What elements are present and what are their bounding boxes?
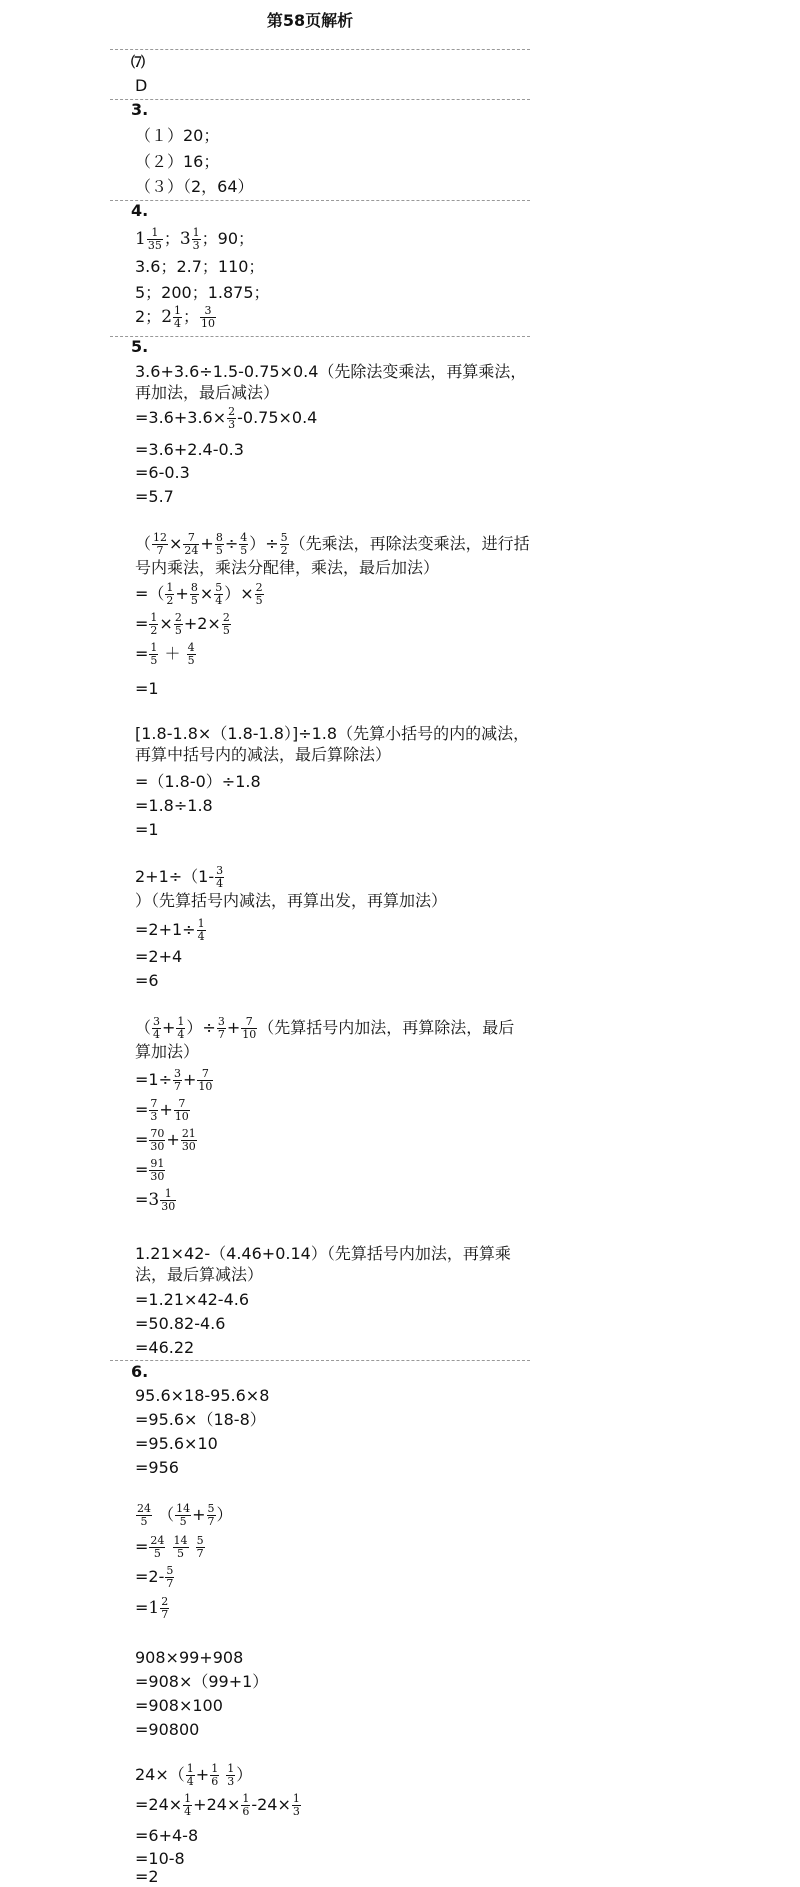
text: =3.6+3.6× <box>135 408 227 427</box>
text: （先乘法，再除法变乘法，进行括号内乘法，乘法分配律，乘法，最后加法） <box>135 534 530 577</box>
fraction <box>241 1016 257 1041</box>
answer-line: （２）16； <box>135 152 220 171</box>
fraction <box>200 305 216 330</box>
step-line: =6+4-8 <box>135 1826 199 1845</box>
step-line: =2+4 <box>135 947 183 966</box>
text <box>220 1765 225 1784</box>
numerator: 1 <box>242 1792 250 1805</box>
fraction <box>160 1188 176 1213</box>
fraction <box>217 1016 226 1041</box>
step-line: 908×99+908 <box>135 1648 244 1667</box>
answer-line: （３）（2，64） <box>135 177 254 196</box>
text: ）（先算括号内减法，再算出发，再算加法） <box>135 891 448 910</box>
fraction <box>227 406 236 431</box>
question-number: ⑺ <box>131 55 145 71</box>
fraction <box>187 642 196 667</box>
numerator: 1 <box>147 227 163 240</box>
whole-number: 1 <box>148 1598 160 1618</box>
numerator: 8 <box>215 531 223 544</box>
numerator: 2 <box>228 405 236 418</box>
numerator: 2 <box>222 611 230 624</box>
denominator: 3 <box>292 1805 300 1818</box>
step-line <box>135 642 197 667</box>
step-line: =908×100 <box>135 1696 223 1715</box>
denominator: 10 <box>174 1110 189 1123</box>
numerator: 1 <box>197 917 205 930</box>
denominator: 3 <box>227 1775 235 1788</box>
numerator: 7 <box>183 532 199 545</box>
step-line: =908×（99+1） <box>135 1672 269 1691</box>
step-line: =3.6+2.4-0.3 <box>135 440 244 459</box>
numerator: 3 <box>153 1015 161 1028</box>
text: +24× <box>193 1795 241 1814</box>
text: + <box>175 584 189 603</box>
text: （ <box>135 534 152 553</box>
fraction <box>207 1503 216 1528</box>
fraction <box>239 532 248 557</box>
text: -0.75×0.4 <box>237 408 318 427</box>
numerator: 1 <box>186 1762 194 1775</box>
fraction <box>149 1098 158 1123</box>
text: = <box>135 1160 149 1179</box>
fraction <box>183 1793 192 1818</box>
text: =1÷ <box>135 1070 172 1089</box>
fraction <box>176 1016 185 1041</box>
text: ）× <box>224 584 254 603</box>
denominator: 2 <box>150 624 158 637</box>
problem-statement <box>135 532 530 578</box>
fraction <box>149 642 158 667</box>
step-line <box>135 612 232 637</box>
denominator: 4 <box>174 317 182 330</box>
fraction <box>280 532 289 557</box>
denominator: 7 <box>174 1080 181 1093</box>
denominator: 4 <box>153 1028 161 1041</box>
fraction <box>152 1016 161 1041</box>
text: =24× <box>135 1795 183 1814</box>
step-line: =95.6×10 <box>135 1434 218 1453</box>
step-line <box>135 1763 252 1788</box>
text: （ <box>135 1018 152 1037</box>
numerator: 7 <box>241 1016 257 1029</box>
section-divider <box>110 49 530 50</box>
text: ） <box>216 1505 233 1524</box>
step-line <box>135 918 207 943</box>
denominator: 4 <box>215 594 223 607</box>
answer-line: D <box>135 76 148 95</box>
fraction <box>174 612 183 637</box>
step-line <box>135 1188 177 1213</box>
text: + <box>183 1070 197 1089</box>
fraction <box>174 1098 190 1123</box>
step-line <box>135 1158 166 1183</box>
numerator: 91 <box>150 1157 165 1170</box>
fraction <box>149 1535 165 1560</box>
text: × <box>159 614 173 633</box>
text: × <box>169 534 183 553</box>
numerator: 1 <box>192 226 200 239</box>
fraction <box>181 1128 197 1153</box>
text: + <box>226 1018 241 1037</box>
step-line: =90800 <box>135 1720 200 1739</box>
denominator: 10 <box>198 1080 213 1093</box>
denominator: 35 <box>147 239 162 252</box>
numerator: 5 <box>207 1502 215 1515</box>
step-line: =6 <box>135 971 159 990</box>
denominator: 7 <box>196 1547 204 1560</box>
denominator: 5 <box>140 1515 148 1528</box>
answer-line: 3.6；2.7；110； <box>135 257 265 276</box>
step-line: =1 <box>135 820 159 839</box>
denominator: 4 <box>177 1028 185 1041</box>
text: + <box>200 534 214 553</box>
numerator: 21 <box>181 1127 196 1140</box>
denominator: 7 <box>156 544 164 557</box>
answer-line <box>135 305 217 330</box>
text: + <box>195 1765 210 1784</box>
numerator: 5 <box>196 1534 204 1547</box>
text: ） <box>236 1765 253 1784</box>
text: 24×（ <box>135 1765 185 1784</box>
step-line: =1.21×42-4.6 <box>135 1290 250 1309</box>
fraction <box>292 1793 301 1818</box>
numerator: 14 <box>173 1534 188 1547</box>
step-line: =6-0.3 <box>135 463 190 482</box>
problem-statement <box>135 865 530 911</box>
section-divider <box>110 1360 530 1361</box>
text: 2+1÷（1- <box>135 867 215 886</box>
text: =2+1÷ <box>135 920 196 939</box>
denominator: 5 <box>150 654 158 667</box>
fraction <box>173 305 182 330</box>
fraction <box>215 532 224 557</box>
fraction <box>149 1128 165 1153</box>
answer-line: （１）20； <box>135 126 220 145</box>
numerator: 1 <box>166 581 174 594</box>
fraction <box>215 865 224 890</box>
numerator: 1 <box>177 1015 185 1028</box>
denominator: 5 <box>187 654 195 667</box>
denominator: 24 <box>184 544 199 557</box>
step-line <box>135 406 317 431</box>
numerator: 70 <box>150 1127 165 1140</box>
text: ）÷ <box>249 534 279 553</box>
step-line <box>135 1068 214 1093</box>
answer-line <box>135 227 254 252</box>
problem-statement: [1.8-1.8×（1.8-1.8）]÷1.8（先算小括号的内的减法，再算中括号内的减法，最后算除法） <box>135 724 530 764</box>
denominator: 4 <box>186 1775 194 1788</box>
denominator: 10 <box>201 317 216 330</box>
text: + <box>159 1100 173 1119</box>
step-line: =2 <box>135 1867 159 1886</box>
denominator: 7 <box>207 1515 215 1528</box>
text: + <box>192 1505 206 1524</box>
step-line: =（1.8-0）÷1.8 <box>135 772 261 791</box>
denominator: 5 <box>215 544 223 557</box>
text: = <box>135 1130 149 1149</box>
denominator: 30 <box>150 1170 165 1183</box>
denominator: 2 <box>280 544 288 557</box>
text: = <box>135 1598 149 1617</box>
text: = <box>135 1537 149 1556</box>
numerator: 12 <box>153 531 168 544</box>
fraction <box>173 1535 189 1560</box>
step-line: =95.6×（18-8） <box>135 1410 266 1429</box>
question-number: 6. <box>131 1362 149 1381</box>
fraction <box>214 582 223 607</box>
numerator: 1 <box>292 1792 300 1805</box>
fraction <box>186 1763 195 1788</box>
question-number: 3. <box>131 100 149 119</box>
denominator: 3 <box>192 239 200 252</box>
whole-number: 2 <box>161 307 173 327</box>
fraction <box>190 582 199 607</box>
answer-line: 5；200；1.875； <box>135 283 270 302</box>
denominator: 5 <box>153 1547 161 1560</box>
text: = <box>135 1190 149 1209</box>
denominator: 5 <box>240 544 248 557</box>
numerator: 7 <box>197 1068 213 1081</box>
numerator: 1 <box>174 304 182 317</box>
numerator: 3 <box>217 1015 225 1028</box>
fraction <box>152 532 168 557</box>
step-line <box>135 582 265 607</box>
text: ＋ <box>159 644 186 663</box>
fraction <box>197 1068 213 1093</box>
section-divider <box>110 200 530 201</box>
numerator: 24 <box>137 1502 151 1515</box>
numerator: 24 <box>150 1534 165 1547</box>
text: +2× <box>183 614 221 633</box>
numerator: 5 <box>215 581 223 594</box>
text: + <box>162 1018 176 1037</box>
fraction <box>210 1763 219 1788</box>
numerator: 7 <box>150 1097 158 1110</box>
whole-number: 3 <box>179 229 191 249</box>
step-line: =1 <box>135 679 159 698</box>
text: -24× <box>251 1795 291 1814</box>
text: + <box>166 1130 180 1149</box>
text: ； <box>183 307 200 326</box>
step-line: =50.82-4.6 <box>135 1314 226 1333</box>
step-line <box>135 1098 191 1123</box>
problem-statement: 1.21×42-（4.46+0.14）（先算括号内加法，再算乘法，最后算减法） <box>135 1244 511 1284</box>
fraction <box>173 1068 182 1093</box>
denominator: 6 <box>242 1805 250 1818</box>
denominator: 10 <box>242 1028 257 1041</box>
step-line: =1.8÷1.8 <box>135 796 213 815</box>
denominator: 5 <box>255 594 263 607</box>
denominator: 7 <box>161 1608 169 1621</box>
fraction <box>226 1763 235 1788</box>
numerator: 3 <box>200 305 216 318</box>
numerator: 3 <box>216 864 224 877</box>
problem-statement <box>135 1016 530 1062</box>
text: ；90； <box>201 229 255 248</box>
text: ）÷ <box>186 1018 216 1037</box>
numerator: 7 <box>174 1098 190 1111</box>
section-divider <box>110 99 530 100</box>
text: 2； <box>135 307 162 326</box>
step-line <box>135 1596 170 1621</box>
text: = <box>135 614 149 633</box>
denominator: 4 <box>216 877 224 890</box>
fraction <box>165 582 174 607</box>
numerator: 8 <box>190 581 198 594</box>
whole-number: 3 <box>148 1190 160 1210</box>
fraction <box>136 1503 152 1528</box>
text: =（ <box>135 584 165 603</box>
step-line <box>135 1535 206 1560</box>
fraction <box>160 1596 169 1621</box>
step-line: =956 <box>135 1458 179 1477</box>
numerator: 1 <box>150 611 158 624</box>
denominator: 5 <box>174 624 182 637</box>
denominator: 5 <box>179 1515 187 1528</box>
denominator: 3 <box>150 1110 158 1123</box>
text: ； <box>163 229 180 248</box>
step-line: =10-8 <box>135 1849 185 1868</box>
numerator: 4 <box>240 531 248 544</box>
numerator: 2 <box>161 1595 169 1608</box>
text: = <box>135 1100 149 1119</box>
numerator: 14 <box>176 1502 191 1515</box>
numerator: 1 <box>211 1762 219 1775</box>
text: ÷ <box>224 534 239 553</box>
denominator: 2 <box>166 594 174 607</box>
fraction <box>197 918 206 943</box>
numerator: 1 <box>227 1762 235 1775</box>
whole-number: 1 <box>135 229 146 249</box>
denominator: 30 <box>161 1200 176 1213</box>
step-line: 95.6×18-95.6×8 <box>135 1386 270 1405</box>
section-divider <box>110 336 530 337</box>
text: = <box>135 644 149 663</box>
fraction <box>165 1565 174 1590</box>
numerator: 2 <box>174 611 182 624</box>
step-line: =46.22 <box>135 1338 195 1357</box>
denominator: 4 <box>184 1805 192 1818</box>
denominator: 5 <box>190 594 198 607</box>
denominator: 5 <box>177 1547 184 1560</box>
question-number: 5. <box>131 337 149 356</box>
numerator: 4 <box>187 641 195 654</box>
text: × <box>199 584 214 603</box>
text: （先算括号内加法，再算除法，最后算加法） <box>135 1018 515 1061</box>
step-line <box>135 1503 233 1528</box>
fraction <box>149 1158 165 1183</box>
denominator: 7 <box>166 1577 174 1590</box>
numerator: 3 <box>174 1067 181 1080</box>
fraction <box>222 612 231 637</box>
denominator: 6 <box>211 1775 219 1788</box>
numerator: 5 <box>280 531 288 544</box>
numerator: 5 <box>166 1564 174 1577</box>
step-line <box>135 1565 175 1590</box>
numerator: 1 <box>150 641 158 654</box>
numerator: 1 <box>184 1792 192 1805</box>
numerator: 1 <box>160 1188 176 1201</box>
fraction <box>149 612 158 637</box>
page-title: 第58页解析 <box>266 11 354 30</box>
denominator: 7 <box>217 1028 225 1041</box>
fraction <box>192 227 201 252</box>
step-line: =5.7 <box>135 487 174 506</box>
question-number: 4. <box>131 201 149 220</box>
fraction <box>175 1503 191 1528</box>
step-line <box>135 1793 302 1818</box>
fraction <box>196 1535 205 1560</box>
problem-statement: 3.6+3.6÷1.5-0.75×0.4（先除法变乘法，再算乘法，再加法，最后减法） <box>135 362 527 402</box>
numerator: 2 <box>255 581 263 594</box>
fraction <box>147 227 163 252</box>
fraction <box>183 532 199 557</box>
denominator: 30 <box>181 1140 196 1153</box>
step-line <box>135 1128 198 1153</box>
denominator: 5 <box>222 624 230 637</box>
denominator: 3 <box>228 418 236 431</box>
fraction <box>241 1793 250 1818</box>
text: （ <box>158 1505 175 1524</box>
denominator: 30 <box>150 1140 165 1153</box>
fraction <box>255 582 264 607</box>
denominator: 4 <box>197 930 205 943</box>
text: =2- <box>135 1567 165 1586</box>
